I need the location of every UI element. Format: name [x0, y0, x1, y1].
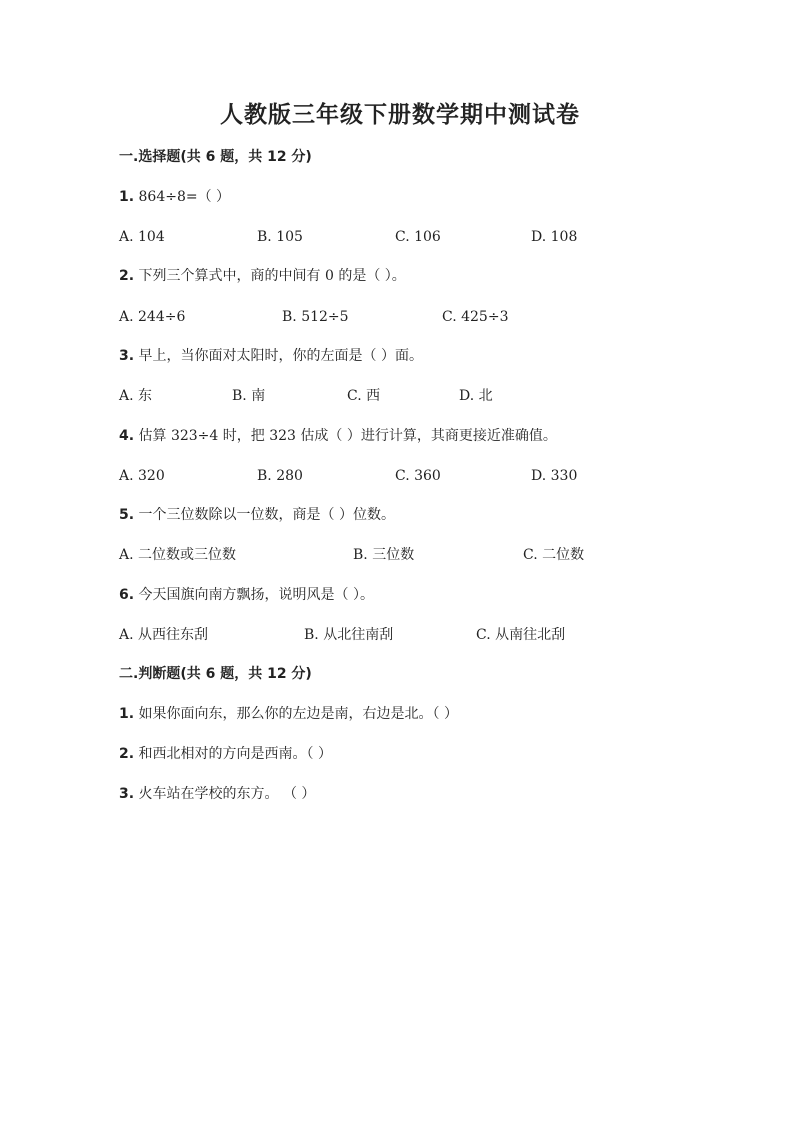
question-5 [119, 506, 395, 524]
question-number: 3. [119, 786, 135, 802]
option-a: A. 320 [119, 468, 165, 484]
option-a: A. 104 [119, 229, 165, 245]
question-number: 2. [119, 268, 135, 284]
options-row [119, 387, 719, 405]
question-3 [119, 347, 423, 365]
options-row [119, 546, 719, 564]
options-row [119, 308, 719, 326]
option-d: D. 330 [531, 468, 578, 484]
question-number: 4. [119, 428, 135, 444]
judgment-question-2 [119, 745, 332, 763]
option-c: C. 106 [395, 229, 441, 245]
option-b: B. 280 [257, 468, 303, 484]
question-number: 5. [119, 507, 135, 523]
question-text: 火车站在学校的东方。 （ ） [134, 786, 316, 802]
option-a: A. 东 [119, 388, 153, 404]
option-a: A. 从西往东刮 [119, 627, 209, 643]
question-text: 下列三个算式中，商的中间有 0 的是（ ）。 [134, 268, 406, 284]
page-title: 人教版三年级下册数学期中测试卷 [220, 102, 580, 128]
section-heading-judgment: 二.判断题(共 6 题，共 12 分) [119, 666, 312, 682]
option-d: D. 108 [531, 229, 578, 245]
question-text: 如果你面向东，那么你的左边是南，右边是北。（ ） [134, 706, 458, 722]
option-c: C. 425÷3 [442, 309, 509, 325]
question-2 [119, 267, 406, 285]
question-number: 2. [119, 746, 135, 762]
judgment-question-3 [119, 785, 315, 803]
question-text: 早上，当你面对太阳时，你的左面是（ ）面。 [134, 348, 423, 364]
option-c: C. 从南往北刮 [476, 627, 566, 643]
judgment-question-1 [119, 705, 458, 723]
options-row [119, 626, 719, 644]
question-number: 6. [119, 587, 135, 603]
question-text: 估算 323÷4 时，把 323 估成（ ）进行计算，其商更接近准确值。 [134, 428, 557, 444]
option-b: B. 南 [232, 388, 266, 404]
option-d: D. 北 [459, 388, 493, 404]
question-number: 1. [119, 706, 135, 722]
option-b: B. 三位数 [353, 547, 415, 563]
option-b: B. 512÷5 [282, 309, 349, 325]
question-text: 今天国旗向南方飘扬，说明风是（ ）。 [134, 587, 374, 603]
option-a: A. 二位数或三位数 [119, 547, 237, 563]
option-a: A. 244÷6 [119, 309, 186, 325]
section-heading-choice: 一.选择题(共 6 题，共 12 分) [119, 149, 312, 165]
option-b: B. 105 [257, 229, 303, 245]
question-6 [119, 586, 374, 604]
option-c: C. 360 [395, 468, 441, 484]
question-text: 864÷8=（ ） [134, 189, 231, 205]
option-c: C. 西 [347, 388, 381, 404]
question-number: 3. [119, 348, 135, 364]
question-number: 1. [119, 189, 135, 205]
option-b: B. 从北往南刮 [304, 627, 394, 643]
option-c: C. 二位数 [523, 547, 585, 563]
options-row [119, 467, 719, 485]
question-1 [119, 188, 230, 206]
question-4 [119, 427, 557, 445]
options-row [119, 228, 719, 246]
question-text: 和西北相对的方向是西南。（ ） [134, 746, 332, 762]
question-text: 一个三位数除以一位数，商是（ ）位数。 [134, 507, 395, 523]
